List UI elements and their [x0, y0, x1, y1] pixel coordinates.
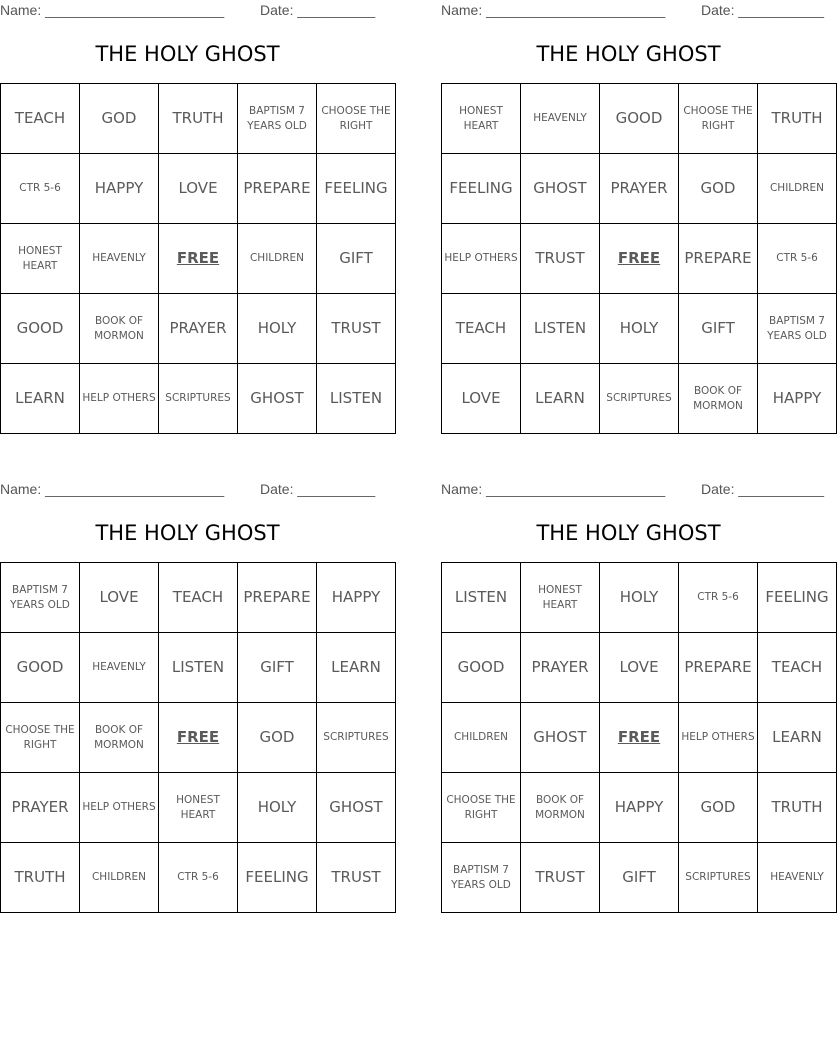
bingo-cell: SCRIPTURES — [600, 364, 679, 434]
bingo-grid — [0, 562, 396, 913]
grid-row — [1, 84, 396, 154]
bingo-cell: TRUTH — [1, 843, 80, 913]
bingo-cell: PRAYER — [159, 294, 238, 364]
bingo-cell: HEAVENLY — [80, 224, 159, 294]
card-header — [441, 479, 824, 501]
bingo-cell: HAPPY — [80, 154, 159, 224]
bingo-cell: HONEST HEART — [159, 773, 238, 843]
bingo-cell: PRAYER — [521, 633, 600, 703]
bingo-cell: GOOD — [442, 633, 521, 703]
bingo-cell: GOOD — [1, 294, 80, 364]
bingo-cell: GOD — [80, 84, 159, 154]
bingo-cell: PREPARE — [679, 224, 758, 294]
grid-row — [1, 364, 396, 434]
bingo-cell: GHOST — [521, 154, 600, 224]
grid-row — [1, 633, 396, 703]
bingo-cell: LEARN — [521, 364, 600, 434]
card-title: THE HOLY GHOST — [95, 42, 280, 66]
bingo-cell: LISTEN — [521, 294, 600, 364]
bingo-cell: TEACH — [758, 633, 837, 703]
free-space-cell: FREE — [159, 703, 238, 773]
grid-row — [442, 633, 837, 703]
bingo-cell: PRAYER — [600, 154, 679, 224]
bingo-grid — [0, 83, 396, 434]
grid-row — [442, 154, 837, 224]
grid-row — [442, 843, 837, 913]
card-title: THE HOLY GHOST — [536, 521, 721, 545]
bingo-cell: SCRIPTURES — [159, 364, 238, 434]
bingo-cell: HONEST HEART — [1, 224, 80, 294]
grid-row — [442, 703, 837, 773]
bingo-cell: BOOK OF MORMON — [521, 773, 600, 843]
bingo-cell: GOD — [679, 154, 758, 224]
grid-row — [442, 294, 837, 364]
bingo-cell: LISTEN — [317, 364, 396, 434]
grid-row — [1, 843, 396, 913]
grid-row — [1, 154, 396, 224]
bingo-cell: CHOOSE THE RIGHT — [442, 773, 521, 843]
bingo-cell: HEAVENLY — [521, 84, 600, 154]
date-field-label: Date: __________ — [260, 481, 376, 497]
bingo-cell: TEACH — [159, 563, 238, 633]
bingo-cell: LISTEN — [159, 633, 238, 703]
bingo-cell: HAPPY — [600, 773, 679, 843]
grid-row — [442, 224, 837, 294]
bingo-cell: BOOK OF MORMON — [80, 703, 159, 773]
date-field-label: Date: ___________ — [701, 2, 824, 18]
bingo-cell: TRUTH — [758, 84, 837, 154]
grid-row — [1, 224, 396, 294]
bingo-cell: TRUTH — [159, 84, 238, 154]
card-header — [441, 0, 824, 22]
bingo-cell: FEELING — [238, 843, 317, 913]
bingo-cell: CHILDREN — [238, 224, 317, 294]
card-header — [0, 479, 376, 501]
bingo-cell: TRUST — [521, 843, 600, 913]
bingo-cell: TEACH — [1, 84, 80, 154]
bingo-cell: GOD — [679, 773, 758, 843]
bingo-card-1 — [0, 0, 391, 407]
bingo-cell: GIFT — [600, 843, 679, 913]
bingo-cell: CHILDREN — [442, 703, 521, 773]
bingo-cell: CHILDREN — [80, 843, 159, 913]
card-title: THE HOLY GHOST — [95, 521, 280, 545]
date-field-label: Date: __________ — [260, 2, 376, 18]
bingo-cell: TRUST — [317, 843, 396, 913]
free-space-cell: FREE — [600, 224, 679, 294]
bingo-cell: FEELING — [758, 563, 837, 633]
bingo-cell: CTR 5-6 — [679, 563, 758, 633]
bingo-cell: CTR 5-6 — [758, 224, 837, 294]
grid-row — [1, 703, 396, 773]
bingo-cell: BOOK OF MORMON — [80, 294, 159, 364]
card-title: THE HOLY GHOST — [536, 42, 721, 66]
bingo-cell: SCRIPTURES — [317, 703, 396, 773]
bingo-cell: LOVE — [600, 633, 679, 703]
bingo-cell: HEAVENLY — [80, 633, 159, 703]
bingo-card-4 — [441, 479, 829, 891]
bingo-cell: HELP OTHERS — [80, 773, 159, 843]
bingo-card-2 — [441, 0, 827, 412]
bingo-cell: LOVE — [159, 154, 238, 224]
bingo-cell: PRAYER — [1, 773, 80, 843]
bingo-cell: GIFT — [238, 633, 317, 703]
bingo-cell: GHOST — [317, 773, 396, 843]
bingo-cell: HOLY — [238, 294, 317, 364]
bingo-cell: LEARN — [1, 364, 80, 434]
bingo-cell: SCRIPTURES — [679, 843, 758, 913]
bingo-cell: HAPPY — [758, 364, 837, 434]
bingo-cell: BAPTISM 7 YEARS OLD — [238, 84, 317, 154]
bingo-cell: CHOOSE THE RIGHT — [679, 84, 758, 154]
name-field-label: Name: _______________________ — [0, 2, 225, 18]
free-space-cell: FREE — [159, 224, 238, 294]
name-field-label: Name: _______________________ — [441, 481, 666, 497]
bingo-cell: TRUST — [317, 294, 396, 364]
bingo-cell: HELP OTHERS — [679, 703, 758, 773]
bingo-cell: CHILDREN — [758, 154, 837, 224]
grid-row — [1, 773, 396, 843]
grid-row — [442, 773, 837, 843]
bingo-cell: GOD — [238, 703, 317, 773]
bingo-cell: LOVE — [442, 364, 521, 434]
bingo-cell: LISTEN — [442, 563, 521, 633]
bingo-cell: HAPPY — [317, 563, 396, 633]
bingo-cell: HOLY — [600, 294, 679, 364]
grid-row — [442, 84, 837, 154]
bingo-cell: CTR 5-6 — [1, 154, 80, 224]
bingo-cell: GIFT — [317, 224, 396, 294]
name-field-label: Name: _______________________ — [0, 481, 225, 497]
bingo-cell: TRUTH — [758, 773, 837, 843]
bingo-cell: BAPTISM 7 YEARS OLD — [1, 563, 80, 633]
bingo-cell: FEELING — [317, 154, 396, 224]
bingo-cell: HONEST HEART — [521, 563, 600, 633]
bingo-cell: HONEST HEART — [442, 84, 521, 154]
date-field-label: Date: ___________ — [701, 481, 824, 497]
bingo-cell: GHOST — [521, 703, 600, 773]
bingo-cell: GHOST — [238, 364, 317, 434]
bingo-card-3 — [0, 479, 389, 886]
bingo-cell: HEAVENLY — [758, 843, 837, 913]
bingo-cell: HOLY — [600, 563, 679, 633]
name-field-label: Name: _______________________ — [441, 2, 666, 18]
bingo-cell: LEARN — [317, 633, 396, 703]
bingo-cell: PREPARE — [238, 563, 317, 633]
bingo-cell: HELP OTHERS — [80, 364, 159, 434]
bingo-cell: PREPARE — [679, 633, 758, 703]
card-header — [0, 0, 376, 22]
grid-row — [442, 364, 837, 434]
bingo-cell: TEACH — [442, 294, 521, 364]
bingo-grid — [441, 83, 837, 434]
free-space-cell: FREE — [600, 703, 679, 773]
bingo-cell: LOVE — [80, 563, 159, 633]
bingo-cell: LEARN — [758, 703, 837, 773]
bingo-cell: BAPTISM 7 YEARS OLD — [758, 294, 837, 364]
grid-row — [1, 563, 396, 633]
bingo-cell: CHOOSE THE RIGHT — [317, 84, 396, 154]
bingo-cell: BAPTISM 7 YEARS OLD — [442, 843, 521, 913]
bingo-cell: FEELING — [442, 154, 521, 224]
bingo-cell: HOLY — [238, 773, 317, 843]
grid-row — [442, 563, 837, 633]
bingo-cell: CTR 5-6 — [159, 843, 238, 913]
bingo-cell: HELP OTHERS — [442, 224, 521, 294]
grid-row — [1, 294, 396, 364]
bingo-cell: TRUST — [521, 224, 600, 294]
bingo-grid — [441, 562, 837, 913]
bingo-cell: GOOD — [600, 84, 679, 154]
bingo-cell: BOOK OF MORMON — [679, 364, 758, 434]
bingo-cell: PREPARE — [238, 154, 317, 224]
bingo-cell: GOOD — [1, 633, 80, 703]
bingo-cell: GIFT — [679, 294, 758, 364]
bingo-cell: CHOOSE THE RIGHT — [1, 703, 80, 773]
